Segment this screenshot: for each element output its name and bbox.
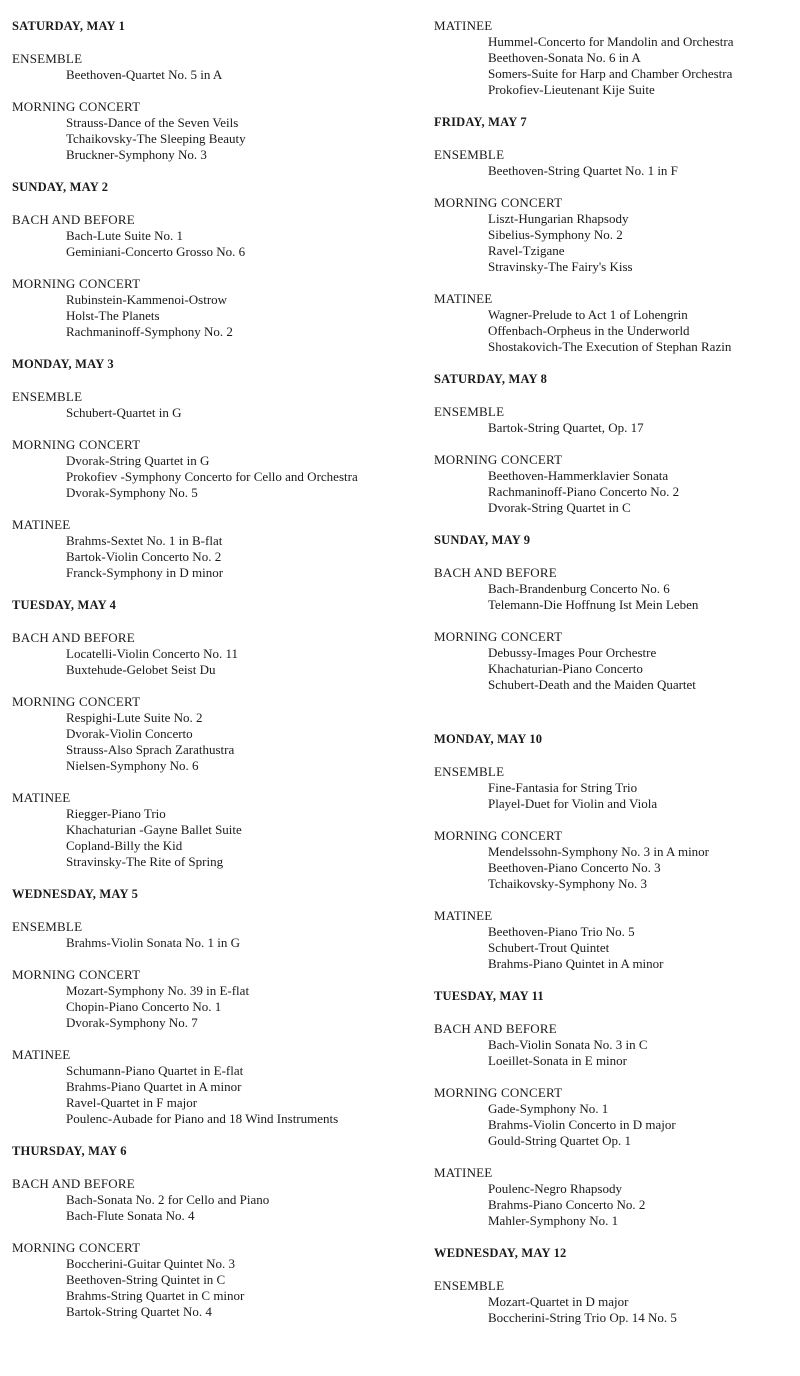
day-block-monday-may-3: [12, 356, 412, 581]
program-item: Nielsen-Symphony No. 6: [66, 758, 199, 773]
program-section: [12, 790, 412, 870]
program-list: [12, 115, 412, 163]
program-item: Buxtehude-Gelobet Seist Du: [66, 662, 216, 677]
day-block-continued: [434, 18, 784, 98]
program-item: Fine-Fantasia for String Trio: [488, 780, 638, 795]
program-item: Locatelli-Violin Concerto No. 11: [66, 646, 239, 661]
day-heading: MONDAY, MAY 3: [12, 357, 114, 371]
program-item: Bartok-Violin Concerto No. 2: [66, 549, 222, 564]
program-section: [434, 195, 784, 275]
program-list: [12, 646, 412, 678]
day-heading: WEDNESDAY, MAY 5: [12, 887, 139, 901]
program-list: [434, 645, 784, 693]
program-list: [12, 806, 412, 870]
program-item: Beethoven-Hammerklavier Sonata: [488, 468, 669, 483]
program-item: Stravinsky-The Rite of Spring: [66, 854, 224, 869]
section-title: MORNING CONCERT: [434, 1085, 563, 1100]
program-item: Gould-String Quartet Op. 1: [488, 1133, 631, 1148]
program-item: Dvorak-String Quartet in G: [66, 453, 210, 468]
program-item: Beethoven-Piano Concerto No. 3: [488, 860, 661, 875]
program-list: [12, 1192, 412, 1224]
program-item: Holst-The Planets: [66, 308, 160, 323]
program-list: [12, 405, 412, 421]
day-block-sunday-may-9: [434, 532, 784, 693]
program-item: Beethoven-Piano Trio No. 5: [488, 924, 635, 939]
day-heading: TUESDAY, MAY 4: [12, 598, 117, 612]
program-item: Rachmaninoff-Piano Concerto No. 2: [488, 484, 680, 499]
program-item: Bach-Brandenburg Concerto No. 6: [488, 581, 670, 596]
program-item: Mendelssohn-Symphony No. 3 in A minor: [488, 844, 710, 859]
program-item: Tchaikovsky-The Sleeping Beauty: [66, 131, 246, 146]
program-item: Stravinsky-The Fairy's Kiss: [488, 259, 633, 274]
program-item: Khachaturian-Piano Concerto: [488, 661, 643, 676]
program-list: [12, 1063, 412, 1127]
program-item: Poulenc-Aubade for Piano and 18 Wind Instruments: [66, 1111, 339, 1126]
program-section: [434, 908, 784, 972]
program-section: [12, 99, 412, 163]
section-title: MORNING CONCERT: [434, 195, 563, 210]
program-list: [434, 1181, 784, 1229]
program-item: Mahler-Symphony No. 1: [488, 1213, 619, 1228]
program-section: [12, 1240, 412, 1320]
program-item: Schubert-Quartet in G: [66, 405, 182, 420]
program-section: [12, 919, 412, 951]
program-section: [12, 212, 412, 260]
section-title: MATINEE: [434, 1165, 493, 1180]
program-item: Shostakovich-The Execution of Stephan Razin: [488, 339, 732, 354]
section-title: MATINEE: [434, 18, 493, 33]
program-item: Dvorak-Symphony No. 7: [66, 1015, 198, 1030]
program-list: [434, 1101, 784, 1149]
program-item: Strauss-Also Sprach Zarathustra: [66, 742, 235, 757]
program-item: Telemann-Die Hoffnung Ist Mein Leben: [488, 597, 699, 612]
program-section: [434, 1165, 784, 1229]
program-item: Boccherini-Guitar Quintet No. 3: [66, 1256, 235, 1271]
program-section: [434, 1021, 784, 1069]
program-section: [434, 291, 784, 355]
program-list: [434, 780, 784, 812]
program-item: Ravel-Quartet in F major: [66, 1095, 198, 1110]
section-title: ENSEMBLE: [12, 919, 83, 934]
program-item: Hummel-Concerto for Mandolin and Orchestra: [488, 34, 734, 49]
program-section: [12, 1047, 412, 1127]
day-block-thursday-may-6: [12, 1143, 412, 1320]
program-section: [12, 630, 412, 678]
program-item: Rachmaninoff-Symphony No. 2: [66, 324, 233, 339]
section-title: MORNING CONCERT: [434, 828, 563, 843]
program-section: [12, 517, 412, 581]
program-item: Offenbach-Orpheus in the Underworld: [488, 323, 690, 338]
section-title: BACH AND BEFORE: [434, 565, 557, 580]
program-section: [12, 276, 412, 340]
program-item: Beethoven-String Quintet in C: [66, 1272, 226, 1287]
program-list: [434, 1037, 784, 1069]
program-section: [12, 389, 412, 421]
program-item: Schubert-Trout Quintet: [488, 940, 610, 955]
program-list: [434, 211, 784, 275]
section-title: ENSEMBLE: [434, 404, 505, 419]
section-title: BACH AND BEFORE: [12, 212, 135, 227]
program-item: Khachaturian -Gayne Ballet Suite: [66, 822, 242, 837]
section-title: BACH AND BEFORE: [12, 1176, 135, 1191]
section-title: MORNING CONCERT: [12, 437, 141, 452]
program-item: Riegger-Piano Trio: [66, 806, 166, 821]
day-heading: THURSDAY, MAY 6: [12, 1144, 127, 1158]
program-item: Dvorak-Violin Concerto: [66, 726, 193, 741]
section-title: MORNING CONCERT: [12, 1240, 141, 1255]
section-title: MATINEE: [12, 517, 71, 532]
program-list: [12, 1256, 412, 1320]
program-item: Franck-Symphony in D minor: [66, 565, 224, 580]
day-block-sunday-may-2: [12, 179, 412, 340]
program-item: Somers-Suite for Harp and Chamber Orchestra: [488, 66, 733, 81]
program-item: Copland-Billy the Kid: [66, 838, 183, 853]
program-item: Mozart-Quartet in D major: [488, 1294, 629, 1309]
program-list: [12, 533, 412, 581]
section-title: MATINEE: [12, 790, 71, 805]
program-list: [12, 292, 412, 340]
program-list: [434, 163, 784, 179]
day-heading: WEDNESDAY, MAY 12: [434, 1246, 567, 1260]
program-item: Bach-Flute Sonata No. 4: [66, 1208, 195, 1223]
section-title: MORNING CONCERT: [434, 629, 563, 644]
program-list: [12, 983, 412, 1031]
right-column: [434, 18, 784, 1342]
program-list: [12, 935, 412, 951]
program-section: [434, 565, 784, 613]
program-item: Brahms-Piano Quintet in A minor: [488, 956, 664, 971]
program-item: Beethoven-Sonata No. 6 in A: [488, 50, 641, 65]
program-section: [434, 764, 784, 812]
day-block-saturday-may-8: [434, 371, 784, 516]
day-heading: SUNDAY, MAY 9: [434, 533, 531, 547]
section-title: MORNING CONCERT: [12, 967, 141, 982]
section-title: ENSEMBLE: [12, 389, 83, 404]
program-section: [434, 828, 784, 892]
day-block-saturday-may-1: [12, 18, 412, 163]
spacer: [434, 709, 784, 731]
program-list: [12, 67, 412, 83]
section-title: BACH AND BEFORE: [12, 630, 135, 645]
program-item: Rubinstein-Kammenoi-Ostrow: [66, 292, 228, 307]
program-item: Dvorak-Symphony No. 5: [66, 485, 198, 500]
program-item: Ravel-Tzigane: [488, 243, 565, 258]
program-item: Dvorak-String Quartet in C: [488, 500, 631, 515]
program-item: Loeillet-Sonata in E minor: [488, 1053, 627, 1068]
program-item: Debussy-Images Pour Orchestre: [488, 645, 657, 660]
program-item: Brahms-String Quartet in C minor: [66, 1288, 245, 1303]
day-heading: FRIDAY, MAY 7: [434, 115, 527, 129]
program-list: [434, 924, 784, 972]
program-item: Prokofiev -Symphony Concerto for Cello and Orchestra: [66, 469, 358, 484]
program-item: Schubert-Death and the Maiden Quartet: [488, 677, 696, 692]
program-item: Schumann-Piano Quartet in E-flat: [66, 1063, 244, 1078]
program-section: [434, 1278, 784, 1326]
program-item: Respighi-Lute Suite No. 2: [66, 710, 203, 725]
program-item: Brahms-Piano Quartet in A minor: [66, 1079, 242, 1094]
program-item: Sibelius-Symphony No. 2: [488, 227, 623, 242]
left-column: [12, 18, 412, 1336]
program-section: [12, 437, 412, 501]
program-list: [434, 1294, 784, 1326]
section-title: MATINEE: [434, 908, 493, 923]
day-block-tuesday-may-4: [12, 597, 412, 870]
program-item: Liszt-Hungarian Rhapsody: [488, 211, 629, 226]
program-list: [12, 453, 412, 501]
program-section: [434, 404, 784, 436]
section-title: MORNING CONCERT: [12, 694, 141, 709]
program-section: [434, 18, 784, 98]
section-title: ENSEMBLE: [434, 147, 505, 162]
day-heading: TUESDAY, MAY 11: [434, 989, 544, 1003]
day-heading: MONDAY, MAY 10: [434, 732, 543, 746]
program-item: Bartok-String Quartet No. 4: [66, 1304, 212, 1319]
program-item: Tchaikovsky-Symphony No. 3: [488, 876, 648, 891]
section-title: MORNING CONCERT: [12, 276, 141, 291]
program-item: Brahms-Violin Sonata No. 1 in G: [66, 935, 240, 950]
program-item: Poulenc-Negro Rhapsody: [488, 1181, 622, 1196]
program-item: Bach-Lute Suite No. 1: [66, 228, 183, 243]
section-title: MORNING CONCERT: [434, 452, 563, 467]
program-item: Brahms-Sextet No. 1 in B-flat: [66, 533, 223, 548]
program-list: [434, 844, 784, 892]
program-item: Beethoven-Quartet No. 5 in A: [66, 67, 223, 82]
section-title: MORNING CONCERT: [12, 99, 141, 114]
program-section: [434, 452, 784, 516]
program-item: Bach-Violin Sonata No. 3 in C: [488, 1037, 648, 1052]
program-item: Bartok-String Quartet, Op. 17: [488, 420, 644, 435]
program-list: [12, 228, 412, 260]
program-list: [434, 307, 784, 355]
day-heading: SUNDAY, MAY 2: [12, 180, 109, 194]
program-item: Bruckner-Symphony No. 3: [66, 147, 207, 162]
program-item: Boccherini-String Trio Op. 14 No. 5: [488, 1310, 677, 1325]
program-list: [434, 420, 784, 436]
program-item: Wagner-Prelude to Act 1 of Lohengrin: [488, 307, 688, 322]
program-section: [12, 1176, 412, 1224]
day-block-friday-may-7: [434, 114, 784, 355]
program-list: [434, 581, 784, 613]
section-title: ENSEMBLE: [434, 1278, 505, 1293]
program-item: Prokofiev-Lieutenant Kije Suite: [488, 82, 655, 97]
section-title: ENSEMBLE: [12, 51, 83, 66]
day-block-wednesday-may-12: [434, 1245, 784, 1326]
program-item: Gade-Symphony No. 1: [488, 1101, 609, 1116]
program-item: Geminiani-Concerto Grosso No. 6: [66, 244, 246, 259]
program-section: [12, 51, 412, 83]
day-block-wednesday-may-5: [12, 886, 412, 1127]
day-block-tuesday-may-11: [434, 988, 784, 1229]
program-section: [434, 1085, 784, 1149]
section-title: MATINEE: [12, 1047, 71, 1062]
program-section: [434, 629, 784, 693]
section-title: MATINEE: [434, 291, 493, 306]
program-item: Brahms-Violin Concerto in D major: [488, 1117, 676, 1132]
program-section: [12, 694, 412, 774]
day-heading: SATURDAY, MAY 1: [12, 19, 126, 33]
day-block-monday-may-10: [434, 709, 784, 972]
program-section: [12, 967, 412, 1031]
program-item: Playel-Duet for Violin and Viola: [488, 796, 658, 811]
program-item: Beethoven-String Quartet No. 1 in F: [488, 163, 678, 178]
program-item: Brahms-Piano Concerto No. 2: [488, 1197, 646, 1212]
program-item: Strauss-Dance of the Seven Veils: [66, 115, 239, 130]
program-item: Bach-Sonata No. 2 for Cello and Piano: [66, 1192, 270, 1207]
program-item: Mozart-Symphony No. 39 in E-flat: [66, 983, 250, 998]
program-section: [434, 147, 784, 179]
section-title: BACH AND BEFORE: [434, 1021, 557, 1036]
program-list: [12, 710, 412, 774]
program-list: [434, 468, 784, 516]
day-heading: SATURDAY, MAY 8: [434, 372, 548, 386]
program-item: Chopin-Piano Concerto No. 1: [66, 999, 222, 1014]
section-title: ENSEMBLE: [434, 764, 505, 779]
program-list: [434, 34, 784, 98]
